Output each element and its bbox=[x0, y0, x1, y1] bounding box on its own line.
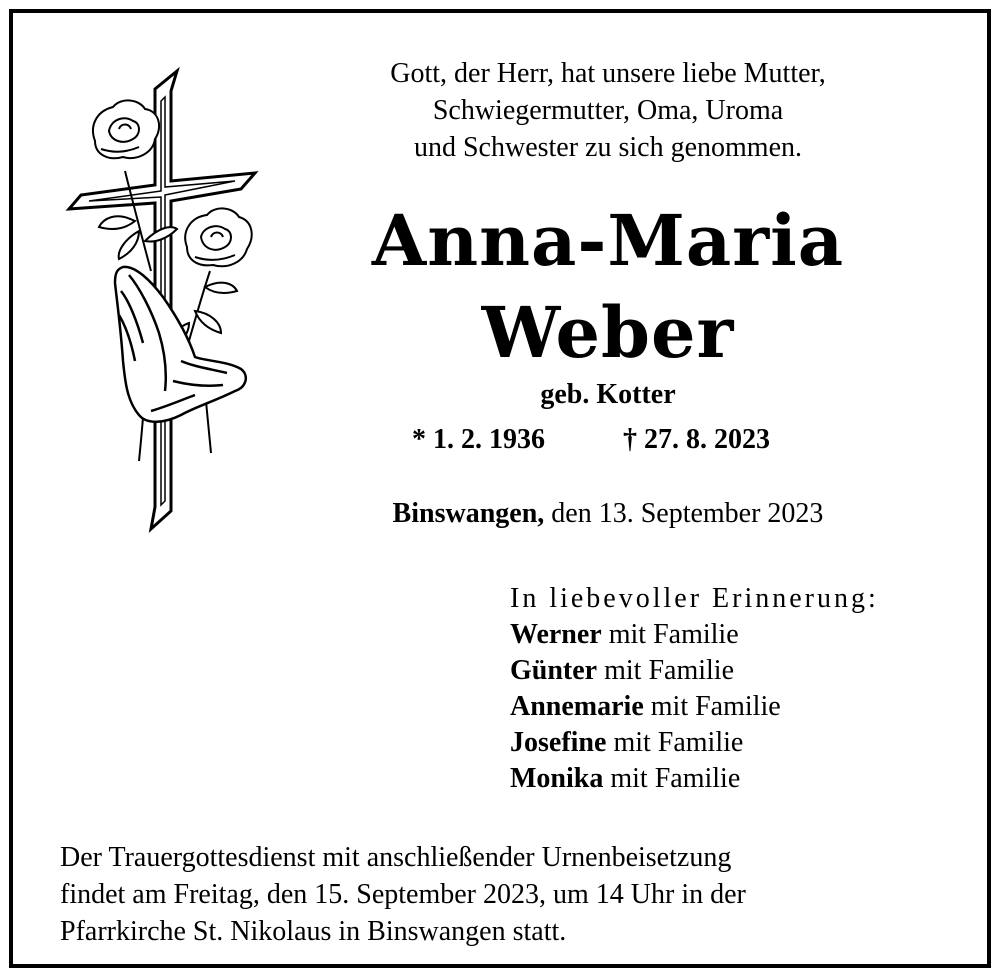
intro-line-1: Gott, der Herr, hat unsere liebe Mutter, bbox=[390, 58, 826, 89]
mourner-entry bbox=[510, 653, 879, 689]
mourner-name: Günter bbox=[510, 655, 598, 686]
mourner-name: Josefine bbox=[510, 727, 607, 758]
deceased-first-name: Anna-Maria bbox=[371, 199, 845, 282]
intro-text bbox=[268, 55, 948, 166]
mourner-name: Annemarie bbox=[510, 691, 644, 722]
intro-line-3: und Schwester zu sich genommen. bbox=[413, 132, 803, 163]
mourners-list bbox=[510, 581, 879, 797]
cross-roses-praying-hands-icon bbox=[55, 61, 265, 541]
mourner-entry bbox=[510, 761, 879, 797]
mourner-entry bbox=[510, 617, 879, 653]
death-date: † 27. 8. 2023 bbox=[623, 424, 770, 455]
mourner-suffix: mit Familie bbox=[643, 691, 781, 722]
service-line-3: Pfarrkirche St. Nikolaus in Binswangen statt. bbox=[60, 916, 567, 947]
service-announcement bbox=[60, 839, 980, 950]
deceased-last-name: Weber bbox=[481, 291, 735, 374]
mourner-name: Monika bbox=[510, 763, 604, 794]
intro-line-2: Schwiegermutter, Oma, Uroma bbox=[432, 95, 784, 126]
service-line-2: findet am Freitag, den 15. September 2023, um 14 Uhr in der bbox=[60, 879, 746, 910]
mourner-entry bbox=[510, 689, 879, 725]
place-name: Binswangen, bbox=[392, 498, 545, 529]
notice-date: den 13. September 2023 bbox=[544, 498, 824, 529]
mourner-suffix: mit Familie bbox=[601, 619, 739, 650]
mourner-entry bbox=[510, 725, 879, 761]
mourner-suffix: mit Familie bbox=[597, 655, 734, 686]
maiden-name: geb. Kotter bbox=[540, 379, 676, 410]
place-and-date bbox=[268, 495, 948, 533]
mourner-suffix: mit Familie bbox=[603, 763, 741, 794]
service-line-1: Der Trauergottesdienst mit anschließender Urnenbeisetzung bbox=[60, 842, 732, 873]
mourner-name: Werner bbox=[510, 619, 602, 650]
obituary-notice bbox=[9, 9, 991, 968]
mourners-heading: In liebevoller Erinnerung: bbox=[510, 583, 879, 614]
birth-date: * 1. 2. 1936 bbox=[412, 424, 545, 455]
mourner-suffix: mit Familie bbox=[606, 727, 744, 758]
